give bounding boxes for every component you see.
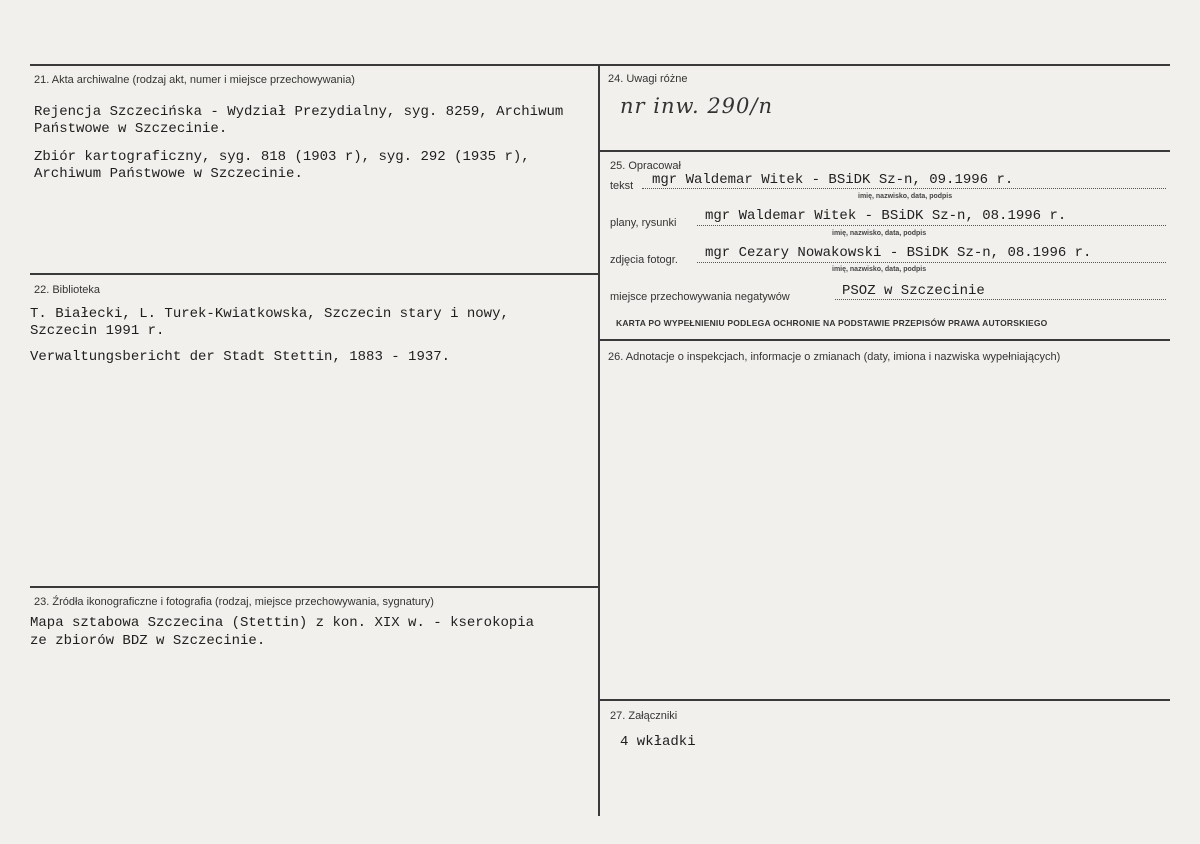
section-23-label: 23. Źródła ikonograficzne i fotografia (rodzaj, miejsce przechowywania, sygnatury)	[34, 596, 434, 608]
section-27-label: 27. Załączniki	[610, 710, 678, 722]
divider-26-27	[599, 699, 1170, 701]
tekst-dotted-line	[642, 188, 1166, 189]
zdjecia-value: mgr Cezary Nowakowski - BSiDK Sz-n, 08.1996 r.	[705, 245, 1092, 261]
tekst-label: tekst	[610, 180, 634, 192]
plany-value: mgr Waldemar Witek - BSiDK Sz-n, 08.1996 r.	[705, 208, 1067, 224]
top-border	[30, 64, 1170, 66]
section-25-label: 25. Opracował	[610, 160, 681, 172]
section-21-label: 21. Akta archiwalne (rodzaj akt, numer i miejsce przechowywania)	[34, 74, 355, 86]
negatywy-label: miejsce przechowywania negatywów	[610, 291, 790, 303]
plany-label: plany, rysunki	[610, 217, 677, 229]
tekst-caption: imię, nazwisko, data, podpis	[858, 193, 953, 200]
section-23-line-2: ze zbiorów BDZ w Szczecinie.	[30, 633, 266, 649]
section-21-line-3: Zbiór kartograficzny, syg. 818 (1903 r), syg. 292 (1935 r),	[34, 149, 530, 165]
section-24-label: 24. Uwagi różne	[608, 73, 688, 85]
section-21-line-2: Państwowe w Szczecinie.	[34, 121, 228, 137]
divider-22-23	[30, 586, 599, 588]
bleed-through-text	[40, 548, 47, 560]
divider-25-26	[599, 339, 1170, 341]
copyright-notice: KARTA PO WYPEŁNIENIU PODLEGA OCHRONIE NA PODSTAWIE PRZEPISÓW PRAWA AUTORSKIEGO	[616, 318, 1048, 328]
center-divider	[598, 64, 600, 816]
zdjecia-dotted-line	[697, 262, 1166, 263]
tekst-value: mgr Waldemar Witek - BSiDK Sz-n, 09.1996 r.	[652, 172, 1014, 188]
divider-24-25	[599, 150, 1170, 152]
zdjecia-caption: imię, nazwisko, data, podpis	[832, 266, 927, 273]
negatywy-value: PSOZ w Szczecinie	[842, 283, 985, 299]
section-22-label: 22. Biblioteka	[34, 284, 101, 296]
divider-21-22	[30, 273, 599, 275]
section-21-line-4: Archiwum Państwowe w Szczecinie.	[34, 166, 303, 182]
negatywy-dotted-line	[835, 299, 1166, 300]
section-21-line-1: Rejencja Szczecińska - Wydział Prezydialny, syg. 8259, Archiwum	[34, 104, 564, 120]
section-26-label: 26. Adnotacje o inspekcjach, informacje o zmianach (daty, imiona i nazwiska wypełniających)	[608, 351, 1061, 363]
section-27-value: 4 wkładki	[620, 734, 696, 750]
section-22-line-2: Szczecin 1991 r.	[30, 323, 165, 339]
zdjecia-label: zdjęcia fotogr.	[610, 254, 678, 266]
section-23-line-1: Mapa sztabowa Szczecina (Stettin) z kon. XIX w. - kserokopia	[30, 615, 535, 631]
section-22-line-3: Verwaltungsbericht der Stadt Stettin, 1883 - 1937.	[30, 349, 451, 365]
plany-caption: imię, nazwisko, data, podpis	[832, 230, 927, 237]
plany-dotted-line	[697, 225, 1166, 226]
section-22-line-1: T. Białecki, L. Turek-Kwiatkowska, Szczecin stary i nowy,	[30, 306, 509, 322]
handwritten-inventory-number: nr inw. 290/n	[620, 94, 773, 118]
